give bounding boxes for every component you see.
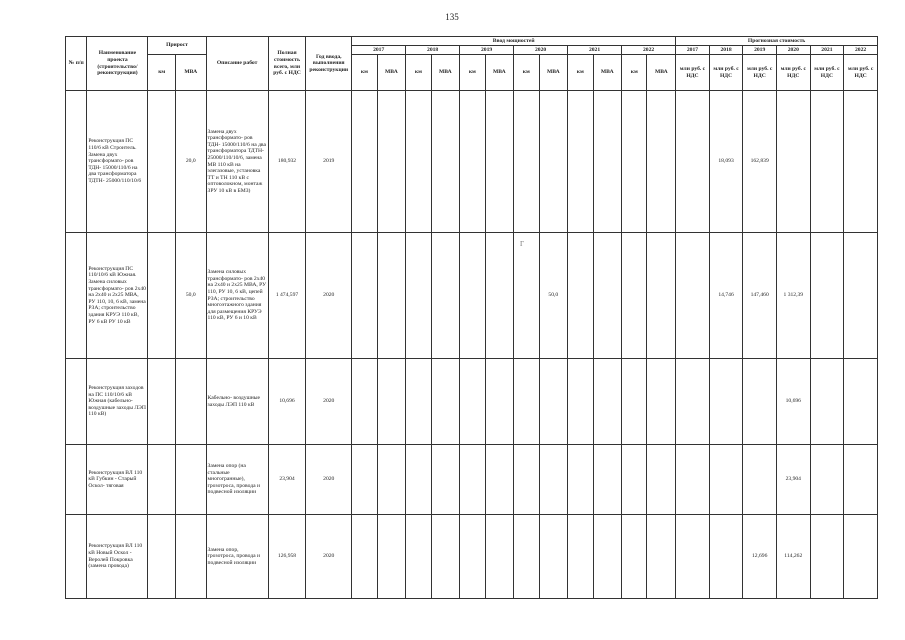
forecast-cell: 162,839 bbox=[743, 91, 777, 233]
forecast-unit-header: млн руб. с НДС bbox=[844, 55, 878, 91]
total-cost: 126,958 bbox=[268, 515, 306, 599]
forecast-unit-header: млн руб. с НДС bbox=[676, 55, 710, 91]
forecast-cell bbox=[709, 445, 743, 515]
capacity-cell bbox=[431, 359, 460, 445]
forecast-unit-header: млн руб. с НДС bbox=[776, 55, 810, 91]
capacity-cell bbox=[514, 359, 539, 445]
table-row bbox=[66, 359, 878, 445]
project-name: Реконструкция ПС 110/10/6 кВ Южная. Замена силовых трансформато- ров 2х40 на 2х40 и 2х25 МВА, РУ 110, 10, 6 кВ, замена РЗА; строительство здания КРУЭ 110 кВ, РУ 6 кВ РУ 10 кВ bbox=[87, 233, 148, 359]
project-name: Реконструкция ВЛ 110 кВ Новый Оскол - Веролей Покровка (замена провода) bbox=[87, 515, 148, 599]
forecast-year-header: 2019 bbox=[743, 46, 777, 55]
capacity-cell bbox=[647, 515, 676, 599]
forecast-cell bbox=[676, 515, 710, 599]
capacity-cell bbox=[539, 445, 568, 515]
forecast-cell bbox=[676, 359, 710, 445]
forecast-cell bbox=[844, 445, 878, 515]
growth-km bbox=[148, 359, 176, 445]
forecast-cell bbox=[676, 91, 710, 233]
page-number: 135 bbox=[445, 12, 459, 22]
forecast-unit-header: млн руб. с НДС bbox=[709, 55, 743, 91]
forecast-cell: 1 312,39 bbox=[776, 233, 810, 359]
cap-km-header: км bbox=[460, 55, 485, 91]
capacity-cell bbox=[377, 233, 406, 359]
row-num bbox=[66, 233, 87, 359]
project-name: Реконструкция заходов на ПС 110/10/6 кВ Южная (кабельно- воздушные заходы ЛЭП 110 кВ) bbox=[87, 359, 148, 445]
capacity-cell bbox=[568, 445, 593, 515]
forecast-cell bbox=[844, 359, 878, 445]
capacity-cell bbox=[647, 445, 676, 515]
growth-km bbox=[148, 515, 176, 599]
capacity-cell bbox=[352, 233, 377, 359]
commissioning-year: 2020 bbox=[306, 515, 352, 599]
forecast-cell bbox=[844, 91, 878, 233]
forecast-cell: 12,696 bbox=[743, 515, 777, 599]
table-row bbox=[66, 233, 878, 359]
table-row bbox=[66, 91, 878, 233]
work-description: Замена силовых трансформато- ров 2х40 на 2х40 и 2х25 МВА, РУ 110, РУ 10, 6 кВ, цепей РЗА; строительство многоэтажного здания для размещения КРУЭ 110 кВ, РУ 6 и 10 кВ bbox=[206, 233, 268, 359]
cap-year-header: 2017 bbox=[352, 46, 406, 55]
capacity-cell bbox=[377, 359, 406, 445]
growth-km bbox=[148, 233, 176, 359]
forecast-year-header: 2018 bbox=[709, 46, 743, 55]
capacity-cell bbox=[406, 515, 431, 599]
forecast-cell bbox=[844, 515, 878, 599]
cap-km-header: км bbox=[406, 55, 431, 91]
work-description: Кабельно- воздушные заходы ЛЭП 110 кВ bbox=[206, 359, 268, 445]
capacity-cell bbox=[593, 359, 622, 445]
capacity-cell bbox=[406, 233, 431, 359]
forecast-cell bbox=[844, 233, 878, 359]
capacity-cell bbox=[485, 233, 514, 359]
header-num: № п/п bbox=[66, 37, 87, 91]
commissioning-year: 2020 bbox=[306, 359, 352, 445]
forecast-cell bbox=[810, 515, 844, 599]
total-cost: 23,904 bbox=[268, 445, 306, 515]
commissioning-year: 2019 bbox=[306, 91, 352, 233]
capacity-cell bbox=[485, 445, 514, 515]
capacity-cell bbox=[460, 91, 485, 233]
projects-table bbox=[65, 36, 878, 599]
commissioning-year: 2020 bbox=[306, 445, 352, 515]
growth-mva: 20,0 bbox=[175, 91, 206, 233]
capacity-cell bbox=[460, 233, 485, 359]
cap-mva-header: МВА bbox=[431, 55, 460, 91]
capacity-cell bbox=[647, 233, 676, 359]
cap-mva-header: МВА bbox=[647, 55, 676, 91]
forecast-cell bbox=[743, 359, 777, 445]
commissioning-year: 2020 bbox=[306, 233, 352, 359]
forecast-cell: 114,262 bbox=[776, 515, 810, 599]
row-num bbox=[66, 445, 87, 515]
cap-km-header: км bbox=[352, 55, 377, 91]
capacity-cell bbox=[593, 515, 622, 599]
table-row bbox=[66, 515, 878, 599]
capacity-cell bbox=[460, 515, 485, 599]
header-km: км bbox=[148, 55, 176, 91]
table-header bbox=[66, 37, 878, 91]
forecast-cell: 147,460 bbox=[743, 233, 777, 359]
scan-artifact: Г bbox=[520, 240, 525, 248]
capacity-cell bbox=[431, 91, 460, 233]
cap-km-header: км bbox=[568, 55, 593, 91]
row-num bbox=[66, 359, 87, 445]
header-growth: Прирост bbox=[148, 37, 206, 55]
capacity-cell bbox=[514, 445, 539, 515]
capacity-cell bbox=[485, 91, 514, 233]
capacity-cell bbox=[431, 515, 460, 599]
forecast-cell bbox=[810, 359, 844, 445]
forecast-cell bbox=[776, 91, 810, 233]
capacity-cell bbox=[377, 515, 406, 599]
work-description: Замена опор, грозотроса, провода и подвесной изоляции bbox=[206, 515, 268, 599]
header-capacity: Ввод мощностей bbox=[352, 37, 676, 46]
capacity-cell bbox=[514, 91, 539, 233]
forecast-year-header: 2022 bbox=[844, 46, 878, 55]
total-cost: 10,696 bbox=[268, 359, 306, 445]
capacity-cell bbox=[406, 359, 431, 445]
capacity-cell bbox=[647, 359, 676, 445]
capacity-cell bbox=[485, 515, 514, 599]
capacity-cell bbox=[568, 515, 593, 599]
forecast-cell bbox=[709, 515, 743, 599]
header-mva: МВА bbox=[175, 55, 206, 91]
cap-year-header: 2021 bbox=[568, 46, 622, 55]
capacity-cell bbox=[460, 359, 485, 445]
capacity-cell bbox=[622, 445, 647, 515]
cap-mva-header: МВА bbox=[377, 55, 406, 91]
header-forecast: Прогнозная стоимость bbox=[676, 37, 878, 46]
capacity-cell bbox=[647, 91, 676, 233]
capacity-cell bbox=[568, 359, 593, 445]
cap-km-header: км bbox=[514, 55, 539, 91]
capacity-cell bbox=[406, 445, 431, 515]
forecast-year-header: 2020 bbox=[776, 46, 810, 55]
growth-mva bbox=[175, 359, 206, 445]
cap-year-header: 2018 bbox=[406, 46, 460, 55]
capacity-cell bbox=[485, 359, 514, 445]
capacity-cell bbox=[622, 359, 647, 445]
total-cost: 1 474,597 bbox=[268, 233, 306, 359]
total-cost: 180,932 bbox=[268, 91, 306, 233]
forecast-year-header: 2021 bbox=[810, 46, 844, 55]
capacity-cell bbox=[539, 359, 568, 445]
capacity-cell bbox=[352, 91, 377, 233]
forecast-cell: 18,093 bbox=[709, 91, 743, 233]
cap-year-header: 2020 bbox=[514, 46, 568, 55]
growth-km bbox=[148, 91, 176, 233]
header-total-cost: Полная стоимость всего, млн руб. с НДС bbox=[268, 37, 306, 91]
capacity-cell bbox=[622, 91, 647, 233]
capacity-cell bbox=[622, 233, 647, 359]
capacity-cell bbox=[377, 445, 406, 515]
capacity-cell bbox=[352, 515, 377, 599]
project-name: Реконструкция ПС 110/6 кВ Строитель. Замена двух трансформато- ров ТДН- 15000/110/6 на два трансформатора ТДТН- 25000/110/10/6 bbox=[87, 91, 148, 233]
capacity-cell bbox=[593, 445, 622, 515]
capacity-cell bbox=[514, 233, 539, 359]
growth-mva: 50,0 bbox=[175, 233, 206, 359]
forecast-cell bbox=[676, 445, 710, 515]
forecast-cell bbox=[810, 445, 844, 515]
forecast-cell: 23,904 bbox=[776, 445, 810, 515]
capacity-cell bbox=[593, 91, 622, 233]
header-name: Наименование проекта (строительство/ реконструкция) bbox=[87, 37, 148, 91]
capacity-cell bbox=[514, 515, 539, 599]
growth-km bbox=[148, 445, 176, 515]
cap-mva-header: МВА bbox=[539, 55, 568, 91]
capacity-cell bbox=[460, 445, 485, 515]
forecast-cell: 14,746 bbox=[709, 233, 743, 359]
capacity-cell bbox=[539, 515, 568, 599]
cap-mva-header: МВА bbox=[593, 55, 622, 91]
forecast-year-header: 2017 bbox=[676, 46, 710, 55]
row-num bbox=[66, 515, 87, 599]
capacity-cell bbox=[406, 91, 431, 233]
forecast-unit-header: млн руб. с НДС bbox=[810, 55, 844, 91]
growth-mva bbox=[175, 515, 206, 599]
forecast-cell bbox=[810, 91, 844, 233]
table-row bbox=[66, 445, 878, 515]
capacity-cell bbox=[568, 91, 593, 233]
capacity-cell bbox=[431, 233, 460, 359]
capacity-cell bbox=[539, 91, 568, 233]
capacity-cell bbox=[568, 233, 593, 359]
header-year: Год ввода, выполнения реконструкции bbox=[306, 37, 352, 91]
forecast-cell: 10,696 bbox=[776, 359, 810, 445]
forecast-cell bbox=[676, 233, 710, 359]
capacity-cell bbox=[377, 91, 406, 233]
forecast-cell bbox=[810, 233, 844, 359]
row-num bbox=[66, 91, 87, 233]
capacity-cell bbox=[593, 233, 622, 359]
forecast-cell bbox=[709, 359, 743, 445]
work-description: Замена двух трансформато- ров ТДН- 15000/110/6 на два трансформатора ТДТН- 25000/110/10/6, замена МВ 110 кВ на элегазовые, установка ТТ и ТН 110 кВ с оптоволокном, монтаж ЗРУ 10 кВ в БМЗ) bbox=[206, 91, 268, 233]
forecast-cell bbox=[743, 445, 777, 515]
cap-km-header: км bbox=[622, 55, 647, 91]
capacity-cell bbox=[352, 445, 377, 515]
capacity-cell bbox=[622, 515, 647, 599]
capacity-cell: 50,0 bbox=[539, 233, 568, 359]
forecast-unit-header: млн руб. с НДС bbox=[743, 55, 777, 91]
growth-mva bbox=[175, 445, 206, 515]
work-description: Замена опор (на стальные многогранные), грозотроса, провода и подвесной изоляции bbox=[206, 445, 268, 515]
cap-mva-header: МВА bbox=[485, 55, 514, 91]
table-body bbox=[66, 91, 878, 599]
cap-year-header: 2022 bbox=[622, 46, 676, 55]
cap-year-header: 2019 bbox=[460, 46, 514, 55]
header-description: Описание работ bbox=[206, 37, 268, 91]
capacity-cell bbox=[431, 445, 460, 515]
project-name: Реконструкция ВЛ 110 кВ Губкин - Старый Оскол- тяговая bbox=[87, 445, 148, 515]
capacity-cell bbox=[352, 359, 377, 445]
